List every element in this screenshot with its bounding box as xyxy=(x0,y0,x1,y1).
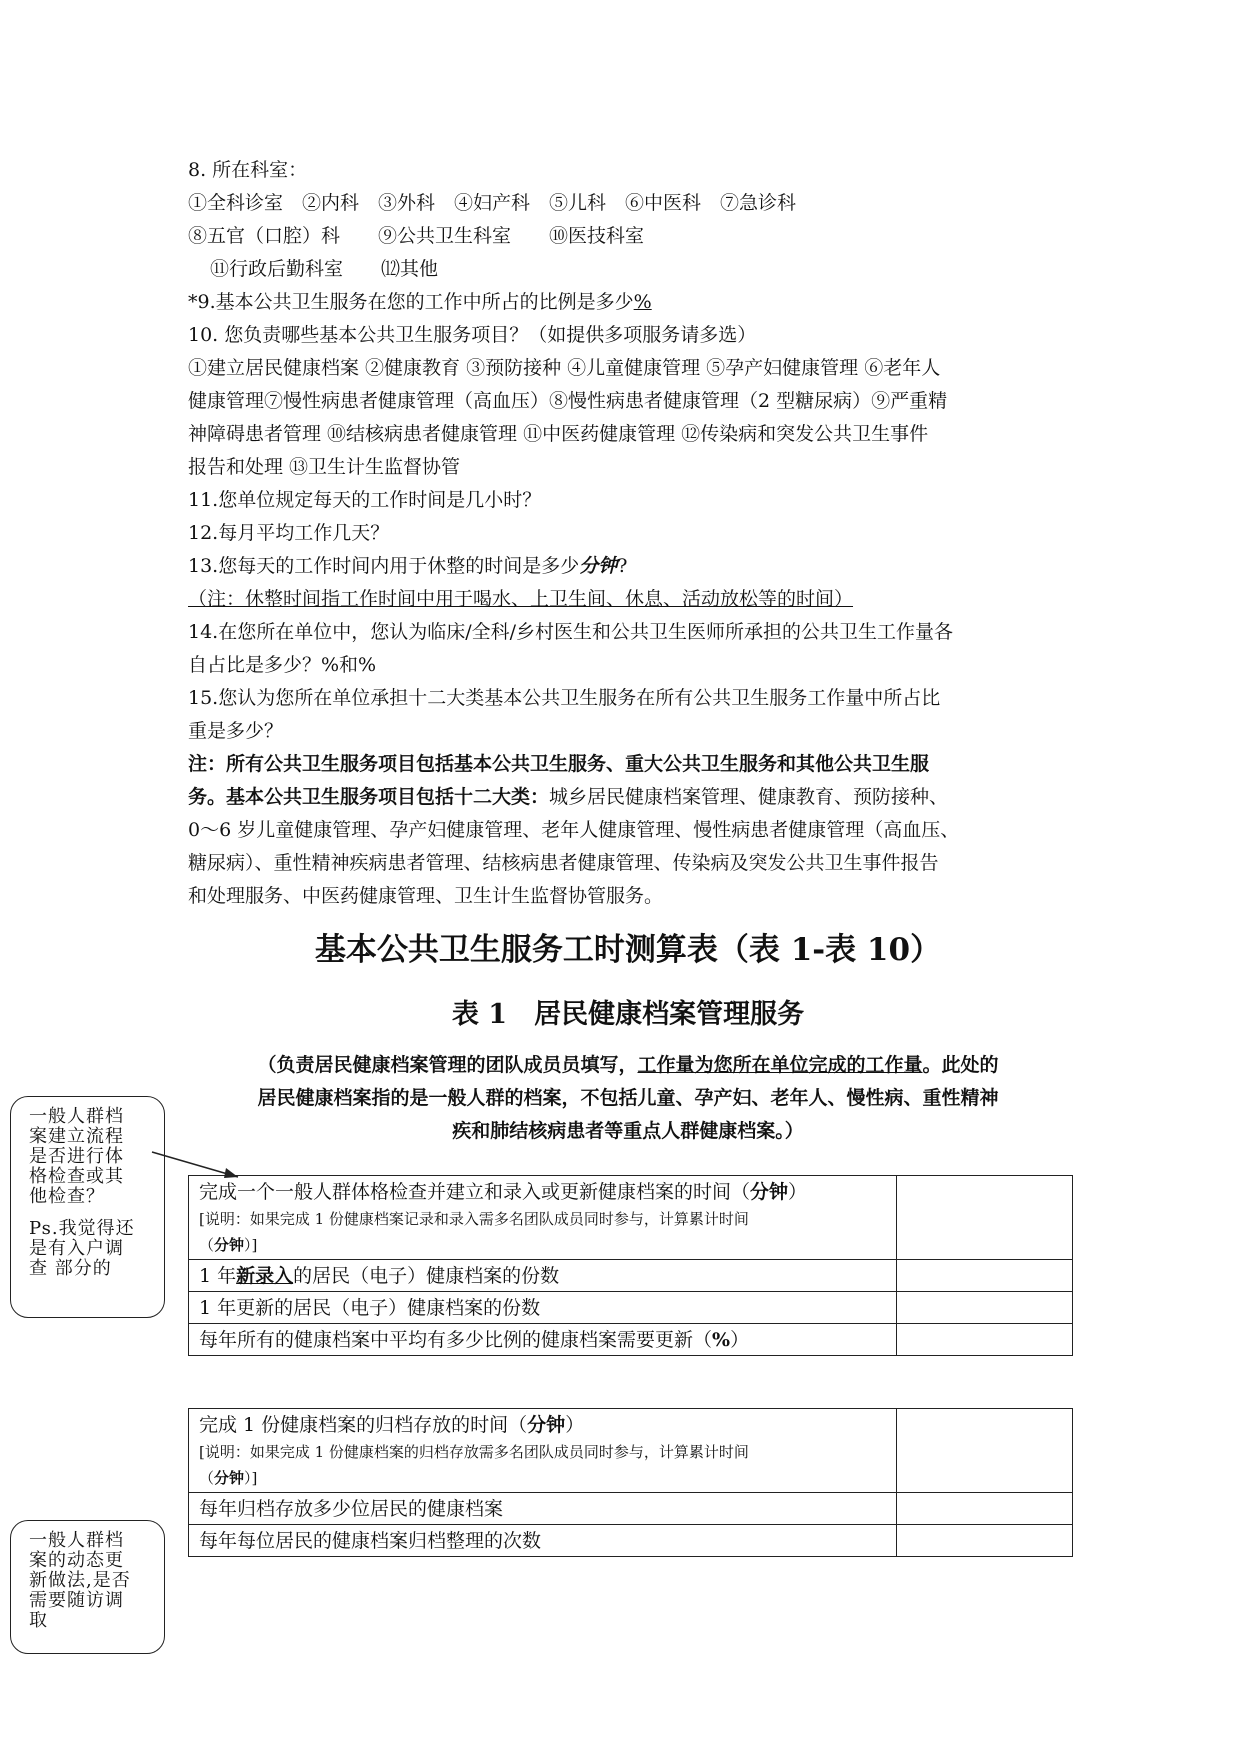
comment-line: 新做法,是否 xyxy=(29,1570,131,1591)
table1-desc-line2: 居民健康档案指的是一般人群的档案，不包括儿童、孕产妇、老年人、慢性病、重性精神 xyxy=(257,1087,999,1109)
q12-question: 12.每月平均工作几天？ xyxy=(188,522,390,544)
q9-text: *9.基本公共卫生服务在您的工作中所占的比例是多少 xyxy=(188,291,634,313)
row-note: [说明：如果完成 1 份健康档案的归档存放需多名团队成员同时参与，计算累计时间 xyxy=(199,1443,749,1461)
row-emphasis: 新录入 xyxy=(236,1265,294,1287)
q13-text: 13.您每天的工作时间内用于休整的时间是多少 xyxy=(188,555,580,577)
q13-unit: 分钟 xyxy=(579,555,618,577)
comment-line: Ps.我觉得还 xyxy=(29,1218,135,1239)
q11-question: 11.您单位规定每天的工作时间是几小时？ xyxy=(188,489,542,511)
q14-line1: 14.在您所在单位中，您认为临床/全科/乡村医生和公共卫生医师所承担的公共卫生工作量各 xyxy=(188,621,954,643)
q15-line1: 15.您认为您所在单位承担十二大类基本公共卫生服务在所有公共卫生服务工作量中所占比 xyxy=(188,687,941,709)
row-unit: 分钟 xyxy=(214,1469,245,1487)
q15-line2: 重是多少？ xyxy=(188,720,284,742)
q13-note: （注：休整时间指工作时间中用于喝水、上卫生间、休息、活动放松等的时间） xyxy=(188,588,854,610)
note-line2-rest: 城乡居民健康档案管理、健康教育、预防接种、 xyxy=(549,786,949,808)
comment-line: 格检查或其 xyxy=(29,1166,124,1187)
q10-options-line: 健康管理⑦慢性病患者健康管理（高血压）⑧慢性病患者健康管理（2 型糖尿病）⑨严重精 xyxy=(188,390,948,412)
row-unit: 分钟 xyxy=(214,1236,245,1254)
row-note: （ xyxy=(199,1469,215,1487)
note-line4: 糖尿病）、重性精神疾病患者管理、结核病患者健康管理、传染病及突发公共卫生事件报告 xyxy=(188,852,939,874)
row-text: 完成 1 份健康档案的归档存放的时间（ xyxy=(199,1414,528,1436)
desc-text: 。此处的 xyxy=(922,1054,999,1076)
note-line3: 0～6 岁儿童健康管理、孕产妇健康管理、老年人健康管理、慢性病患者健康管理（高血压、 xyxy=(188,819,960,841)
desc-underlined: 工作量为您所在单位完成的工作量 xyxy=(637,1054,923,1076)
row-text: ） xyxy=(788,1181,808,1203)
note-line2-bold: 务。基本公共卫生服务项目包括十二大类： xyxy=(188,786,550,808)
row-note: ）] xyxy=(244,1469,258,1487)
comment-line: 案建立流程 xyxy=(29,1126,124,1147)
table1-desc-line3: 疾和肺结核病患者等重点人群健康档案。） xyxy=(452,1120,804,1142)
comment-line: 是否进行体 xyxy=(29,1146,124,1167)
row-text: 每年所有的健康档案中平均有多少比例的健康档案需要更新（ xyxy=(199,1329,713,1351)
table-cell-label: 每年每位居民的健康档案归档整理的次数 xyxy=(189,1525,897,1557)
row-text: 的居民（电子）健康档案的份数 xyxy=(293,1265,560,1287)
q10-options-line: ①建立居民健康档案 ②健康教育 ③预防接种 ④儿童健康管理 ⑤孕产妇健康管理 ⑥老年人 xyxy=(188,357,941,379)
comment-line: 他检查？ xyxy=(29,1186,105,1207)
comment-line: 查 部分的 xyxy=(29,1258,112,1279)
desc-text: （负责居民健康档案管理的团队成员员填写， xyxy=(257,1054,638,1076)
q10-label: 10. 您负责哪些基本公共卫生服务项目？（如提供多项服务请多选） xyxy=(188,324,757,346)
comment-line: 取 xyxy=(29,1610,48,1631)
q8-options-row2: ⑧五官（口腔）科 ⑨公共卫生科室 ⑩医技科室 xyxy=(188,225,645,247)
row-note: [说明：如果完成 1 份健康档案记录和录入需多名团队成员同时参与，计算累计时间 xyxy=(199,1210,749,1228)
main-title: 基本公共卫生服务工时测算表（表 1-表 10） xyxy=(314,932,942,968)
row-unit: % xyxy=(712,1329,731,1351)
row-text: 完成一个一般人群体格检查并建立和录入或更新健康档案的时间（ xyxy=(199,1181,751,1203)
q13-end: ? xyxy=(617,555,628,577)
row-unit: 分钟 xyxy=(527,1414,566,1436)
q8-label: 8. 所在科室： xyxy=(188,159,308,181)
row-unit: 分钟 xyxy=(750,1181,789,1203)
comment-line: 案的动态更 xyxy=(29,1550,124,1571)
row-text: ） xyxy=(730,1329,750,1351)
comment-line: 一般人群档 xyxy=(29,1530,124,1551)
q14-line2: 自占比是多少？%和% xyxy=(188,654,377,676)
q10-options-line: 神障碍患者管理 ⑩结核病患者健康管理 ⑪中医药健康管理 ⑫传染病和突发公共卫生事件 xyxy=(188,423,929,445)
row-text: ） xyxy=(565,1414,585,1436)
q8-options-row1: ①全科诊室 ②内科 ③外科 ④妇产科 ⑤儿科 ⑥中医科 ⑦急诊科 xyxy=(188,192,797,214)
q8-options-row3: ⑪行政后勤科室 ⑿其他 xyxy=(210,258,439,280)
q9-percent: % xyxy=(633,291,652,313)
row-note: （ xyxy=(199,1236,215,1254)
table-cell-label: 每年归档存放多少位居民的健康档案 xyxy=(189,1493,897,1525)
table-cell-label: 1 年更新的居民（电子）健康档案的份数 xyxy=(189,1292,897,1324)
q10-options-line: 报告和处理 ⑬卫生计生监督协管 xyxy=(188,456,461,478)
table1-title: 表 1 居民健康档案管理服务 xyxy=(451,999,805,1030)
comment-line: 需要随访调 xyxy=(29,1590,124,1611)
comment-line: 是有入户调 xyxy=(29,1238,124,1259)
row-note: ）] xyxy=(244,1236,258,1254)
row-text: 1 年 xyxy=(199,1265,237,1287)
note-line5: 和处理服务、中医药健康管理、卫生计生监督协管服务。 xyxy=(188,885,664,907)
comment-line: 一般人群档 xyxy=(29,1106,124,1127)
note-line1: 注：所有公共卫生服务项目包括基本公共卫生服务、重大公共卫生服务和其他公共卫生服 xyxy=(188,753,930,775)
